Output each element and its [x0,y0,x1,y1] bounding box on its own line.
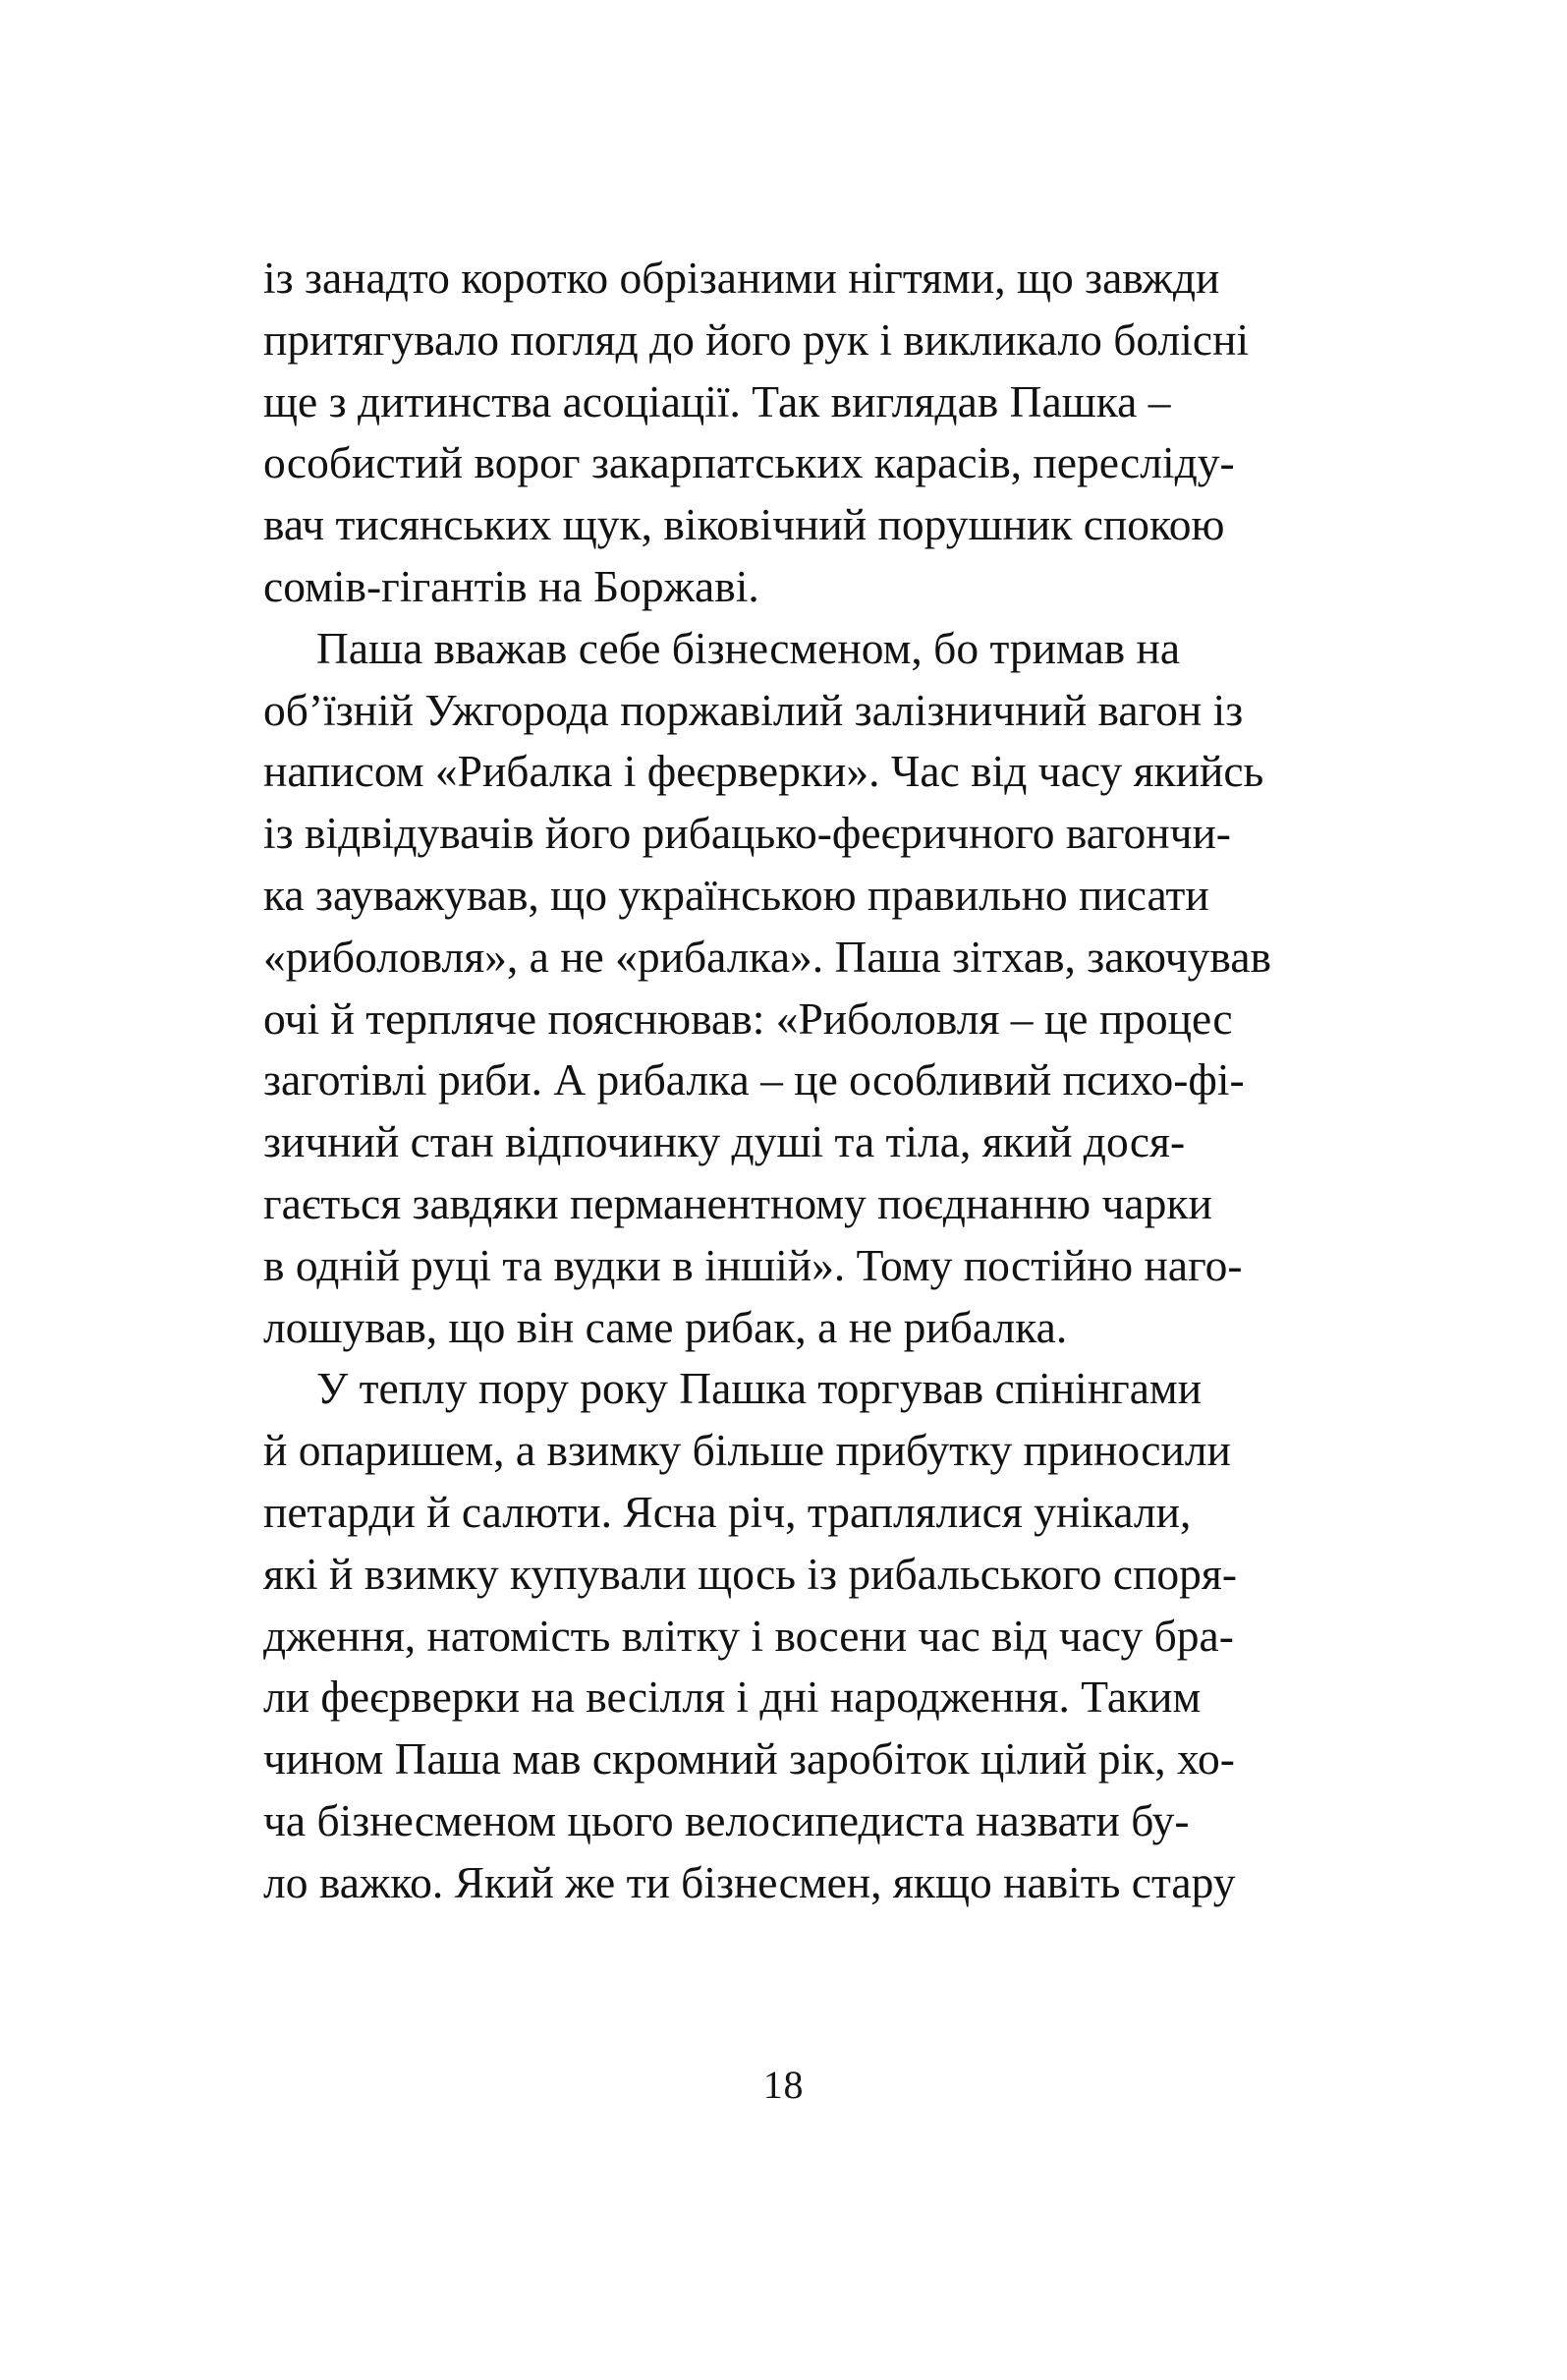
text-line: із відвідувачів його рибацько-феєричного вагончи- [263,808,1231,859]
text-line: сомів-гігантів на Боржаві. [263,560,759,611]
text-line: ще з дитинства асоціації. Так виглядав Пашка – [263,375,1171,426]
paragraph-2 [263,618,1405,1359]
text-line: лошував, що він саме рибак, а не рибалка. [263,1301,1068,1352]
text-line: які й взимку купували щось із рибальського споря- [263,1548,1237,1599]
text-line: заготівлі риби. А рибалка – це особливий психо-фі- [263,1054,1245,1105]
text-line: із занадто коротко обрізаними нігтями, що завжди [263,253,1220,303]
text-line: й опаришем, а взимку більше прибутку приносили [263,1425,1231,1476]
page-number: 18 [762,2063,805,2107]
text-line: У теплу пору року Пашка торгував спінінгами [316,1363,1203,1414]
text-line: «риболовля», а не «рибалка». Паша зітхав, закочував [263,931,1271,982]
text-line: притягувало погляд до його рук і викликало болісні [263,313,1250,365]
text-line: в одній руці та вудки в іншій». Тому постійно наго- [263,1239,1243,1290]
text-line: написом «Рибалка і феєрверки». Час від часу якийсь [263,746,1264,797]
text-line: особистий ворог закарпатських карасів, пересліду- [263,437,1235,488]
text-line: ча бізнесменом цього велосипедиста назвати бу- [263,1794,1190,1845]
text-line: очі й терпляче пояснював: «Риболовля – це процес [263,992,1233,1044]
text-line: об’їзній Ужгорода поржавілий залізничний вагон із [263,684,1244,735]
paragraph-1 [263,248,1405,618]
text-line: вач тисянських щук, віковічний порушник спокою [263,499,1225,550]
text-line: петарди й салюти. Ясна річ, траплялися унікали, [263,1486,1192,1537]
paragraph-3 [263,1358,1405,1913]
text-line: ло важко. Який же ти бізнесмен, якщо навіть стару [263,1856,1236,1907]
text-line: дження, натомість влітку і восени час від часу бра- [263,1610,1234,1661]
text-line: ли феєрверки на весілля і дні народження. Таким [263,1672,1202,1723]
page-text-column [263,248,1405,1914]
text-line: зичний стан відпочинку душі та тіла, який дося- [263,1116,1186,1167]
text-line: гається завдяки перманентному поєднанню чарки [263,1177,1212,1228]
text-line: Паша вважав себе бізнесменом, бо тримав на [316,622,1181,673]
text-line: ка зауважував, що українською правильно писати [263,869,1209,920]
text-line: чином Паша мав скромний заробіток цілий рік, хо- [263,1733,1235,1785]
